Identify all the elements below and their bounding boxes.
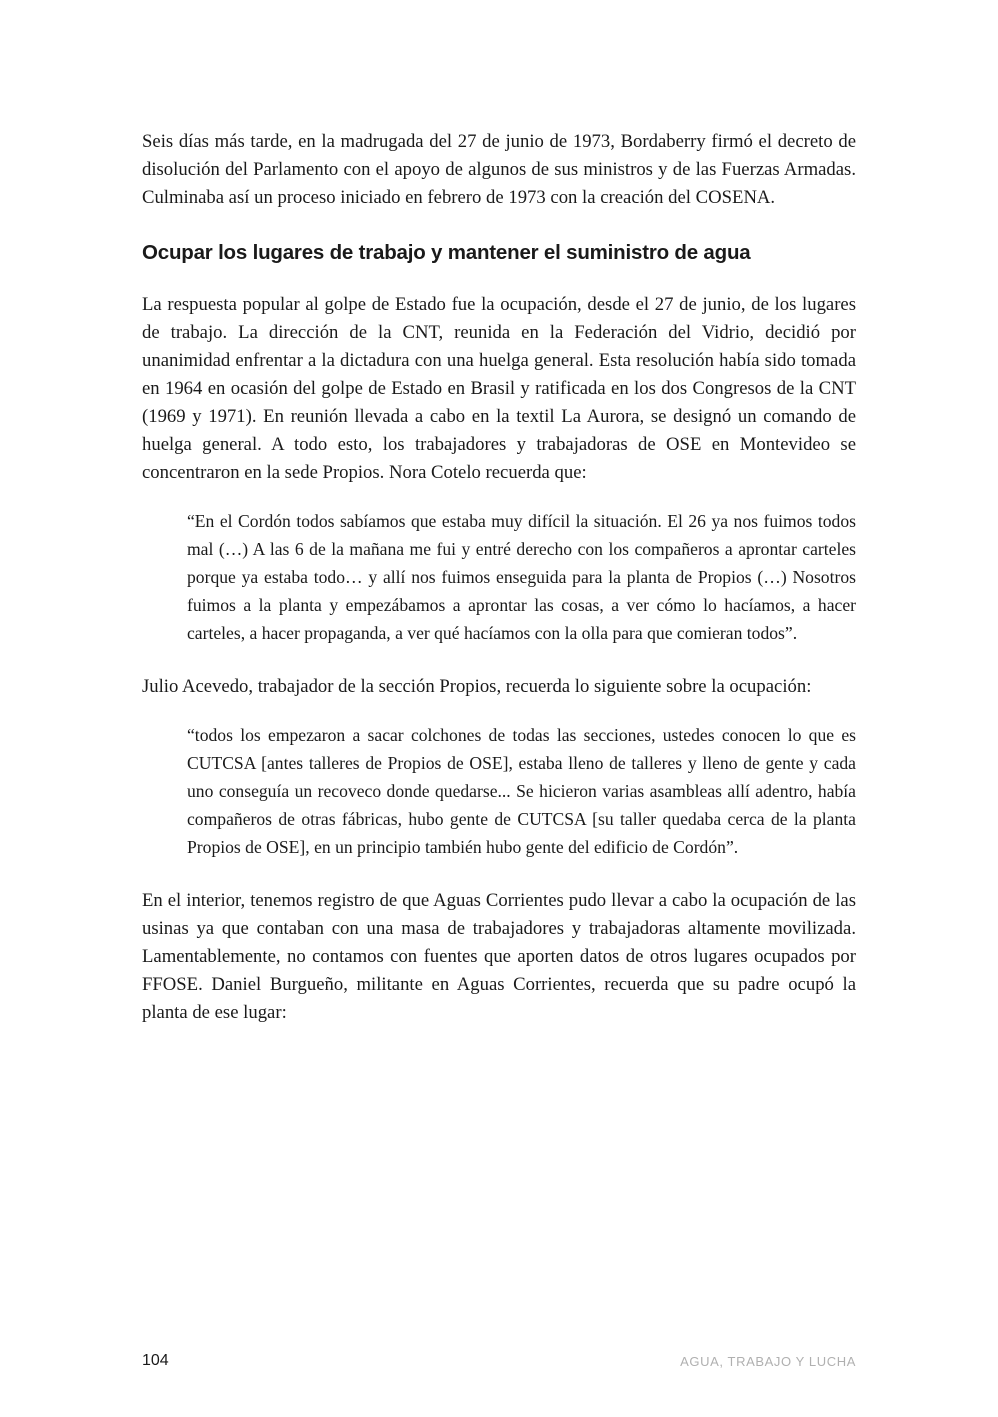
section-heading: Ocupar los lugares de trabajo y mantener el suministro de agua — [142, 241, 751, 264]
paragraph-dissolution: Seis días más tarde, en la madrugada del 27 de junio de 1973, Bordaberry firmó el decreto de disolución del Parlamento con el apoyo de algunos de sus ministros y de las Fuerzas Armadas. Culminaba así un proceso iniciado en febrero de 1973 con la creación del COSENA. — [142, 131, 856, 208]
page-body — [142, 128, 856, 1027]
paragraph-julio-acevedo: Julio Acevedo, trabajador de la sección Propios, recuerda lo siguiente sobre la ocupación: — [142, 676, 812, 697]
page-number: 104 — [142, 1352, 169, 1369]
page-footer — [142, 1352, 856, 1376]
quote-nora-cotelo: “En el Cordón todos sabíamos que estaba muy difícil la situación. El 26 ya nos fuimos todos mal (…) A las 6 de la mañana me fui y entré derecho con los compañeros a aprontar carteles porque ya estaba todo… y allí nos fuimos enseguida para la planta de Propios (…) Nosotros fuimos a la planta y empezábamos a aprontar las cosas, a ver cómo lo hacíamos, a hacer carteles, a hacer propaganda, a ver qué hacíamos con la olla para que comieran todos”. — [187, 511, 856, 643]
paragraph-occupation: La respuesta popular al golpe de Estado fue la ocupación, desde el 27 de junio, de los lugares de trabajo. La dirección de la CNT, reunida en la Federación del Vidrio, decidió por unanimidad enfrentar a la dictadura con una huelga general. Esta resolución había sido tomada en 1964 en ocasión del golpe de Estado en Brasil y ratificada en los dos Congresos de la CNT (1969 y 1971). En reunión llevada a cabo en la textil La Aurora, se designó un comando de huelga general. A todo esto, los trabajadores y trabajadoras de OSE en Montevideo se concentraron en la sede Propios. Nora Cotelo recuerda que: — [142, 294, 856, 483]
quote-julio-acevedo: “todos los empezaron a sacar colchones de todas las secciones, ustedes conocen lo que es CUTCSA [antes talleres de Propios de OSE], estaba lleno de talleres y lleno de gente y cada uno conseguía un recoveco donde quedarse... Se hicieron varias asambleas allí adentro, había compañeros de otras fábricas, hubo gente de CUTCSA [su taller quedaba cerca de la planta Propios de OSE], en un principio también hubo gente del edificio de Cordón”. — [187, 725, 856, 857]
running-title: AGUA, TRABAJO Y LUCHA — [680, 1354, 856, 1369]
paragraph-interior: En el interior, tenemos registro de que Aguas Corrientes pudo llevar a cabo la ocupación de las usinas ya que contaban con una masa de trabajadores y trabajadoras altamente movilizada. Lamentablemente, no contamos con fuentes que aporten datos de otros lugares ocupados por FFOSE. Daniel Burgueño, militante en Aguas Corrientes, recuerda que su padre ocupó la planta de ese lugar: — [142, 890, 856, 1023]
